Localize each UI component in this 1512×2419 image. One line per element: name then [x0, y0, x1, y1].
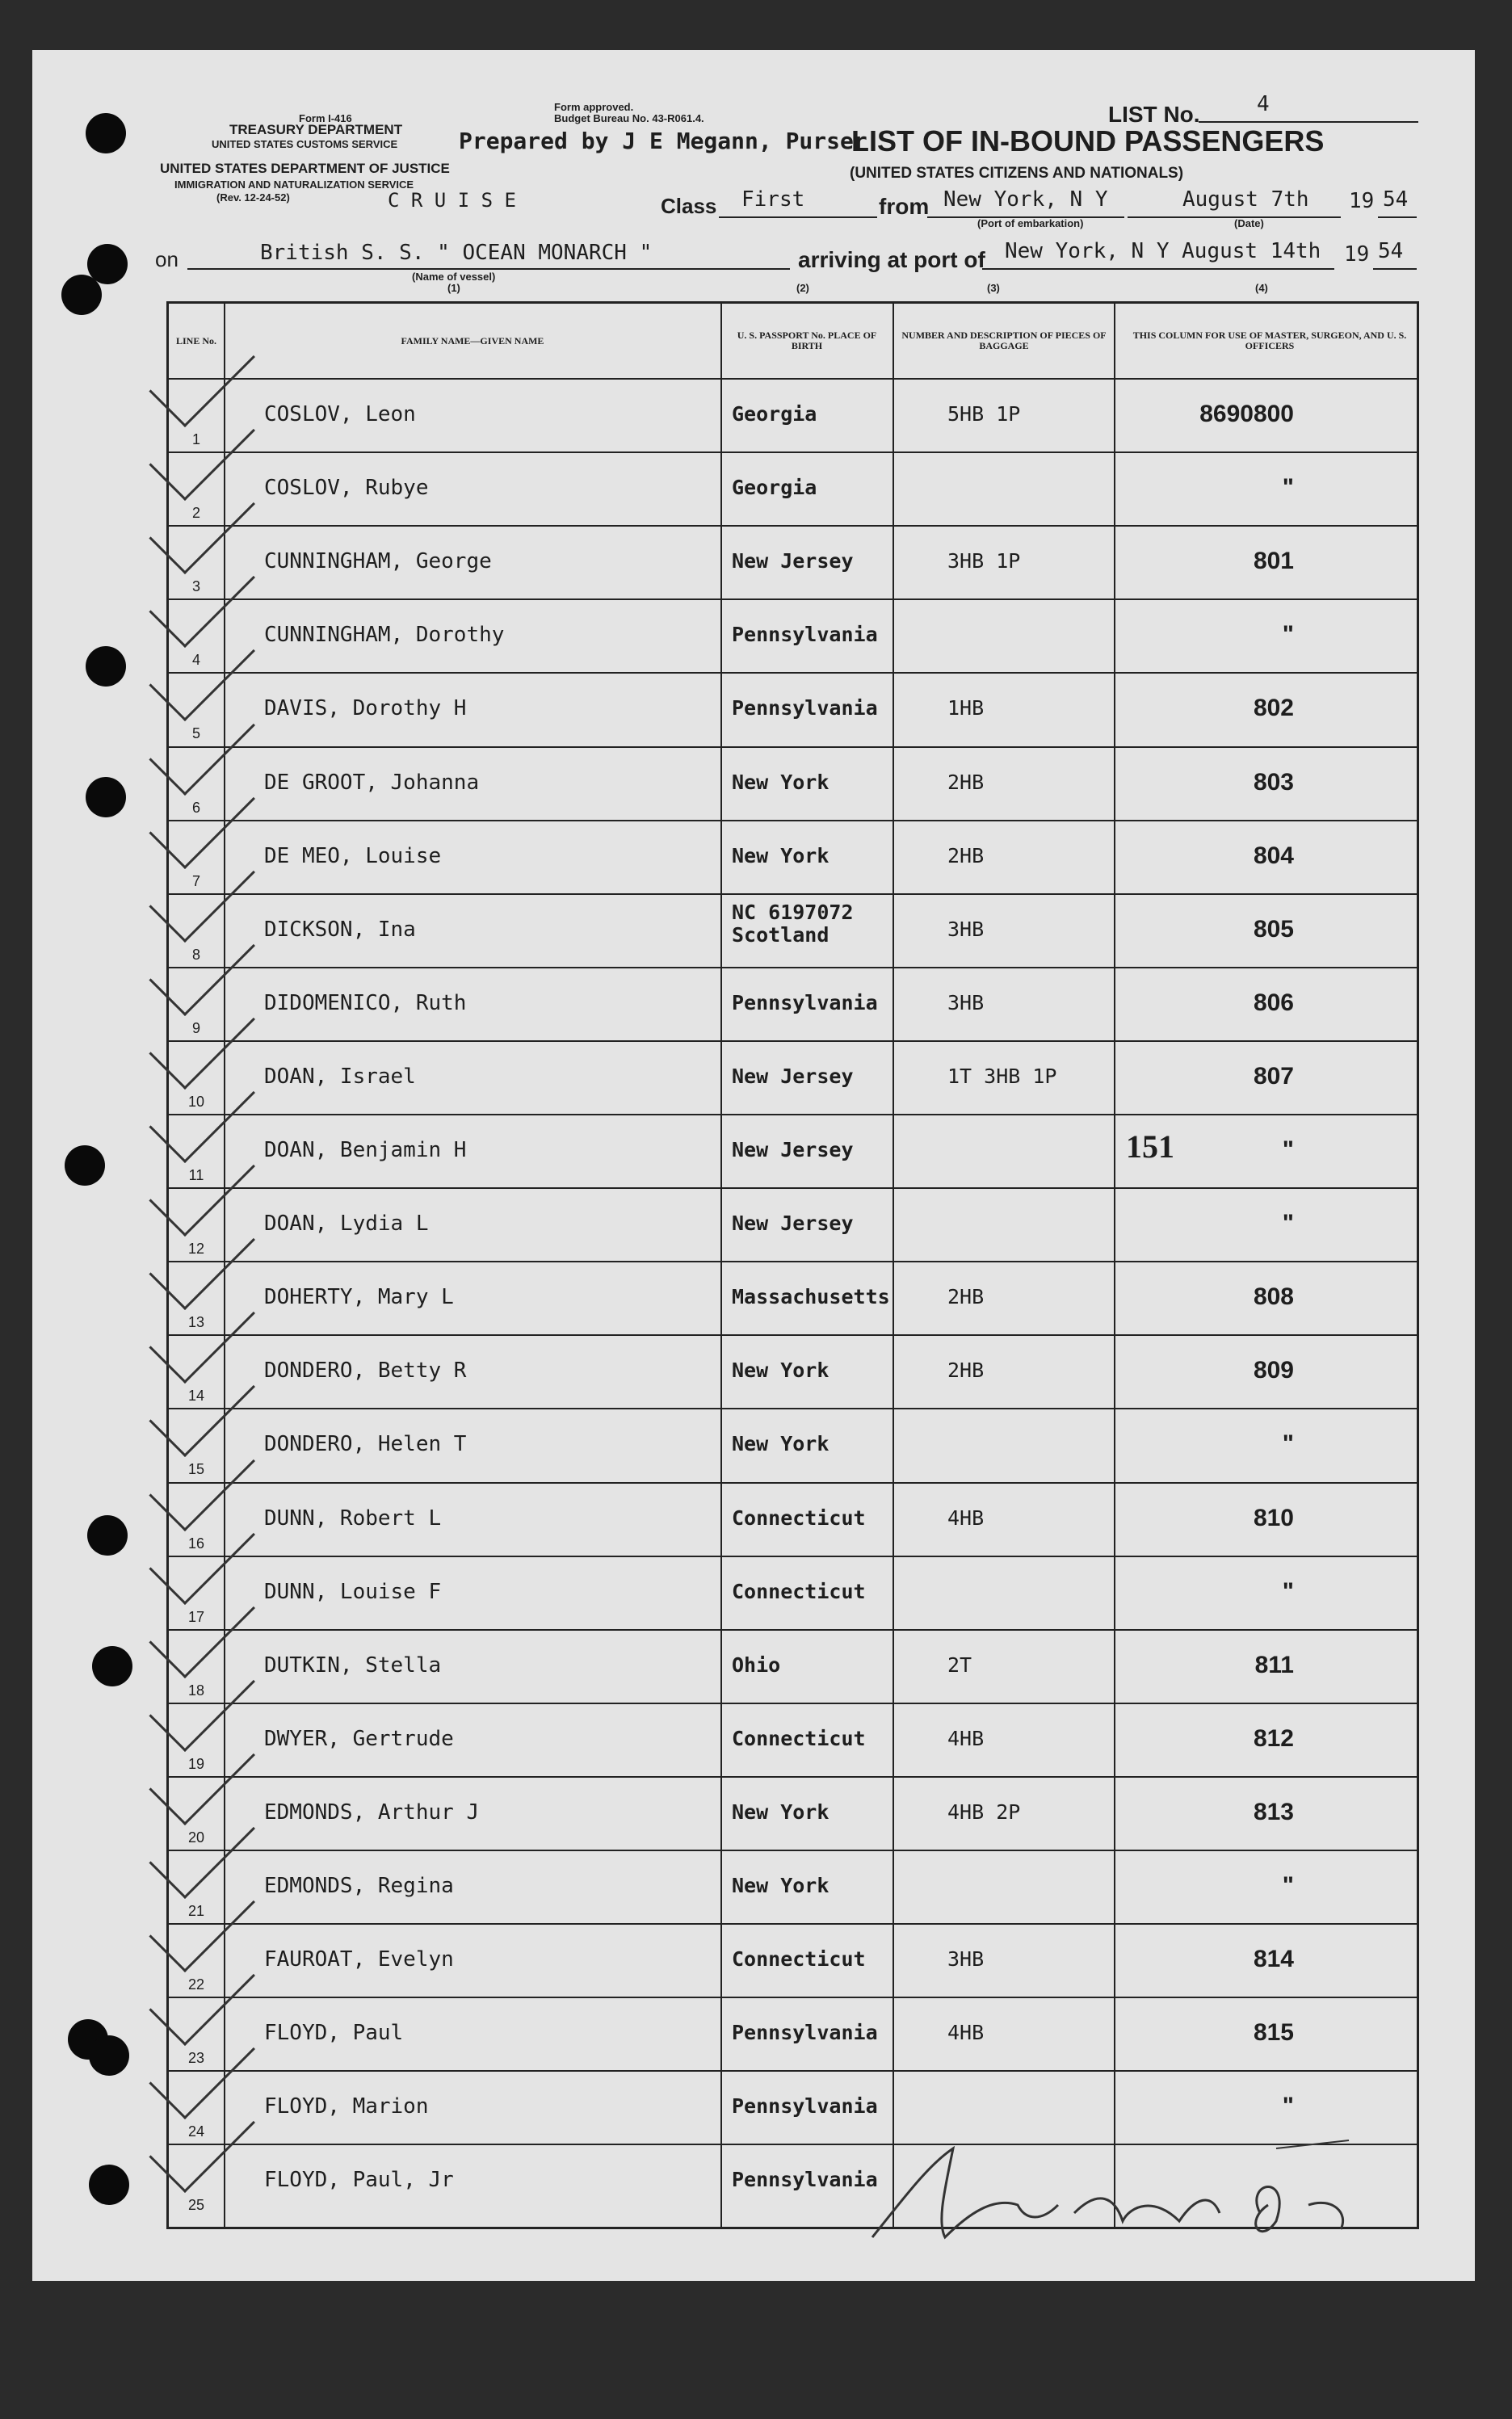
line-number: 1: [191, 431, 200, 447]
place-of-birth: Connecticut: [732, 1579, 866, 1603]
officer-number: 802: [1253, 695, 1294, 722]
passenger-name: DE GROOT, Johanna: [264, 770, 480, 795]
baggage-description: 2T: [947, 1653, 972, 1677]
passenger-name: DICKSON, Ina: [264, 917, 416, 942]
officer-number: ": [1282, 1872, 1294, 1899]
place-of-birth: Massachusetts: [732, 1285, 890, 1309]
baggage-description: 1T 3HB 1P: [947, 1064, 1057, 1088]
passenger-name: DOAN, Lydia L: [264, 1212, 429, 1237]
arrival-port-date: New York, N Y August 14th: [1005, 239, 1321, 263]
line-number: 22: [187, 1976, 205, 1993]
baggage-description: 2HB: [947, 770, 985, 794]
officer-number: ": [1282, 474, 1294, 502]
baggage-description: 3HB: [947, 990, 985, 1014]
table-row: [169, 1556, 1417, 1631]
officer-number: 803: [1253, 768, 1294, 796]
punch-hole: [92, 1646, 132, 1686]
line-number: 9: [191, 1019, 200, 1036]
officer-number: ": [1282, 621, 1294, 649]
line-number: 3: [191, 578, 200, 595]
table-row: [169, 378, 1417, 453]
officer-number: 804: [1253, 842, 1294, 869]
place-of-birth: Georgia: [732, 402, 817, 426]
passenger-name: DAVIS, Dorothy H: [264, 696, 467, 721]
place-of-birth: New York: [732, 770, 830, 794]
passenger-name: FAUROAT, Evelyn: [264, 1947, 454, 1972]
officer-number: ": [1282, 1430, 1294, 1458]
passenger-table: [166, 301, 1419, 2229]
officer-number: 8690800: [1199, 401, 1294, 427]
officer-number: 806: [1253, 989, 1294, 1016]
line-number: 19: [187, 1755, 205, 1772]
class-label: Class: [661, 194, 717, 218]
header-baggage: NUMBER AND DESCRIPTION OF PIECES OF BAGGAGE: [901, 330, 1107, 351]
punch-hole: [87, 1515, 128, 1556]
place-of-birth: New Jersey: [732, 1064, 854, 1088]
baggage-description: 2HB: [947, 843, 985, 867]
passenger-name: DUTKIN, Stella: [264, 1653, 442, 1678]
list-number: 4: [1257, 92, 1270, 116]
table-row: [169, 451, 1417, 527]
table-row: [169, 1334, 1417, 1409]
place-of-birth: New York: [732, 1874, 830, 1897]
officer-number: 811: [1254, 1651, 1294, 1678]
line-number: 14: [187, 1388, 205, 1405]
baggage-description: 4HB: [947, 1506, 985, 1530]
table-row: [169, 820, 1417, 895]
caption-4: (4): [1255, 282, 1268, 294]
table-row: [169, 598, 1417, 674]
place-of-birth: New Jersey: [732, 1138, 854, 1161]
on-label: on: [155, 247, 178, 271]
line-number: 12: [187, 1241, 205, 1258]
baggage-description: 3HB 1P: [947, 549, 1021, 573]
caption-1: (1): [447, 282, 460, 294]
place-of-birth: Pennsylvania: [732, 990, 878, 1014]
place-of-birth: New York: [732, 1800, 830, 1824]
table-row: [169, 1040, 1417, 1115]
officer-number: 801: [1253, 548, 1294, 575]
punch-hole: [86, 777, 126, 817]
passenger-name: FLOYD, Paul, Jr: [264, 2168, 454, 2193]
passenger-name: DOAN, Israel: [264, 1064, 416, 1089]
place-of-birth: Connecticut: [732, 1947, 866, 1972]
cruise-stamp: C R U I S E: [388, 189, 516, 212]
budget-bureau: Budget Bureau No. 43-R061.4.: [554, 112, 704, 124]
arriving-label: arriving at port of: [798, 247, 985, 272]
punch-hole: [86, 646, 126, 687]
arrival-year: 54: [1378, 239, 1404, 263]
document-title: LIST OF IN-BOUND PASSENGERS: [851, 124, 1325, 157]
officer-number: ": [1282, 2093, 1294, 2120]
place-of-birth: New Jersey: [732, 1212, 854, 1236]
officer-number: ": [1282, 1136, 1294, 1163]
passenger-name: DUNN, Louise F: [264, 1579, 442, 1604]
header-line-no: LINE No.: [175, 334, 216, 346]
table-row: [169, 1850, 1417, 1925]
place-of-birth: Connecticut: [732, 1506, 866, 1530]
table-row: [169, 1776, 1417, 1851]
line-number: 24: [187, 2123, 205, 2140]
baggage-description: 2HB: [947, 1285, 985, 1309]
table-row: [169, 672, 1417, 747]
justice-label: UNITED STATES DEPARTMENT OF JUSTICE: [160, 161, 450, 176]
place-of-birth: Georgia: [732, 476, 817, 500]
table-row: [169, 1923, 1417, 1998]
treasury-label: TREASURY DEPARTMENT: [229, 122, 403, 137]
line-number: 17: [187, 1608, 205, 1625]
ins-label: IMMIGRATION AND NATURALIZATION SERVICE: [174, 178, 414, 191]
passenger-name: DIDOMENICO, Ruth: [264, 990, 467, 1015]
vessel-caption: (Name of vessel): [412, 271, 496, 283]
line-number: 8: [191, 946, 200, 963]
table-row: [169, 1408, 1417, 1483]
handwritten-number: 151: [1126, 1128, 1174, 1165]
line-number: 23: [187, 2050, 205, 2067]
line-number: 25: [187, 2197, 205, 2214]
passenger-name: FLOYD, Paul: [264, 2021, 404, 2046]
caption-2: (2): [796, 282, 809, 294]
officer-number: 810: [1253, 1504, 1294, 1531]
officer-number: 815: [1253, 2019, 1294, 2047]
officer-number: ": [1282, 1577, 1294, 1605]
passenger-name: CUNNINGHAM, George: [264, 549, 492, 574]
embarkation-port: New York, N Y: [943, 187, 1108, 212]
passenger-name: FLOYD, Marion: [264, 2094, 429, 2119]
line-number: 5: [191, 725, 200, 742]
baggage-description: 5HB 1P: [947, 402, 1021, 426]
punch-hole: [86, 113, 126, 153]
officer-number: 809: [1253, 1357, 1294, 1384]
table-row: [169, 1187, 1417, 1262]
table-row: [169, 1482, 1417, 1557]
line-number: 13: [187, 1314, 205, 1331]
prepared-by: Prepared by J E Megann, Purser: [459, 128, 867, 154]
from-label: from: [879, 194, 930, 219]
revision-label: (Rev. 12-24-52): [216, 191, 290, 204]
table-row: [169, 746, 1417, 821]
officer-number: 813: [1253, 1798, 1294, 1825]
year-value: 54: [1383, 187, 1409, 212]
passenger-name: COSLOV, Leon: [264, 402, 416, 426]
baggage-description: 4HB: [947, 1726, 985, 1750]
form-number: Form I-416: [299, 112, 352, 124]
punch-hole: [89, 2035, 129, 2076]
embarkation-date: August 7th: [1182, 187, 1309, 212]
header-name: FAMILY NAME—GIVEN NAME: [401, 334, 544, 346]
list-no-label: LIST No.: [1108, 102, 1200, 127]
officer-number: 805: [1253, 915, 1294, 943]
line-number: 4: [191, 652, 200, 669]
table-row: [169, 1114, 1417, 1189]
line-number: 2: [191, 505, 200, 522]
line-number: 15: [187, 1461, 205, 1478]
line-number: 18: [187, 1682, 205, 1699]
header-officers: THIS COLUMN FOR USE OF MASTER, SURGEON, AND U. S. OFFICERS: [1132, 330, 1407, 351]
class-value: First: [741, 187, 805, 212]
baggage-description: 4HB: [947, 2021, 985, 2045]
place-of-birth: Pennsylvania: [732, 2168, 878, 2192]
customs-label: UNITED STATES CUSTOMS SERVICE: [212, 138, 398, 150]
header-passport: U. S. PASSPORT No. PLACE OF BIRTH: [737, 330, 877, 351]
form-approved: Form approved.: [554, 101, 634, 113]
table-row: [169, 893, 1417, 968]
place-of-birth: Pennsylvania: [732, 696, 878, 720]
baggage-description: 3HB: [947, 1947, 985, 1972]
place-of-birth: Ohio: [732, 1653, 781, 1677]
passenger-name: DONDERO, Betty R: [264, 1359, 467, 1384]
officer-number: 807: [1253, 1062, 1294, 1090]
table-row: [169, 1261, 1417, 1336]
line-number: 10: [187, 1093, 205, 1110]
line-number: 20: [187, 1829, 205, 1846]
date-caption: (Date): [1234, 217, 1264, 229]
document-subtitle: (UNITED STATES CITIZENS AND NATIONALS): [850, 165, 1184, 182]
port-caption: (Port of embarkation): [977, 217, 1084, 229]
place-of-birth: New York: [732, 843, 830, 867]
baggage-description: 2HB: [947, 1359, 985, 1383]
passenger-name: EDMONDS, Arthur J: [264, 1800, 480, 1825]
caption-3: (3): [987, 282, 1000, 294]
officer-number: 812: [1253, 1724, 1294, 1752]
punch-hole: [89, 2165, 129, 2205]
passenger-name: EDMONDS, Regina: [264, 1874, 454, 1898]
line-number: 7: [191, 872, 200, 889]
table-row: [169, 1629, 1417, 1704]
place-of-birth: New Jersey: [732, 549, 854, 573]
signature-scrawl: [856, 2116, 1357, 2262]
passenger-name: DWYER, Gertrude: [264, 1726, 454, 1751]
passenger-name: DONDERO, Helen T: [264, 1432, 467, 1457]
baggage-description: 1HB: [947, 696, 985, 720]
passenger-name: DOAN, Benjamin H: [264, 1138, 467, 1162]
table-row: [169, 1997, 1417, 2072]
line-number: 16: [187, 1535, 205, 1552]
line-number: 11: [188, 1167, 204, 1183]
passenger-name: COSLOV, Rubye: [264, 476, 429, 501]
arrival-year-prefix: 19: [1344, 242, 1370, 267]
passenger-name: DUNN, Robert L: [264, 1506, 442, 1531]
officer-number: 814: [1253, 1946, 1294, 1973]
baggage-description: 3HB: [947, 917, 985, 941]
place-of-birth: New York: [732, 1359, 830, 1383]
line-number: 6: [191, 799, 200, 816]
vessel-name: British S. S. " OCEAN MONARCH ": [260, 241, 653, 265]
officer-number: ": [1282, 1210, 1294, 1237]
punch-hole: [65, 1145, 105, 1186]
place-of-birth: Pennsylvania: [732, 2021, 878, 2045]
table-row: [169, 525, 1417, 600]
place-of-birth: New York: [732, 1432, 830, 1456]
place-of-birth: Pennsylvania: [732, 2094, 878, 2119]
year-prefix: 19: [1349, 189, 1375, 213]
punch-hole: [61, 275, 102, 315]
passenger-name: DE MEO, Louise: [264, 843, 442, 868]
place-of-birth: Connecticut: [732, 1726, 866, 1750]
place-of-birth: Pennsylvania: [732, 623, 878, 647]
table-row: [169, 967, 1417, 1042]
table-row: [169, 1703, 1417, 1778]
place-of-birth: NC 6197072 Scotland: [732, 900, 854, 947]
signature-note: [887, 2181, 893, 2182]
passenger-name: DOHERTY, Mary L: [264, 1285, 454, 1310]
passenger-name: CUNNINGHAM, Dorothy: [264, 623, 505, 648]
officer-number: 808: [1253, 1283, 1294, 1311]
baggage-description: 4HB 2P: [947, 1800, 1021, 1824]
line-number: 21: [187, 1903, 205, 1919]
